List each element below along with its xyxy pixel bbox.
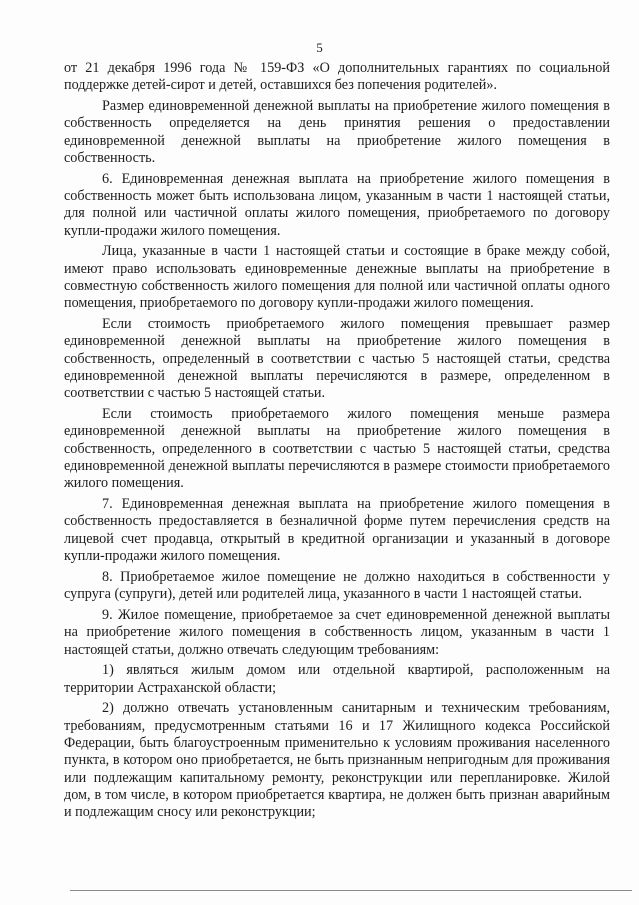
paragraph-requirement-1: 1) являться жилым домом или отдельной квартирой, расположенным на территории Астраханской области; (64, 662, 610, 696)
paragraph-requirement-2: 2) должно отвечать установленным санитарным и техническим требованиям, требованиям, предусмотренным статьями 16 и 17 Жилищного кодекса Российской Федерации, быть благоустроенным применительно к условиям проживания населенного пункта, в котором оно приобретается, не быть признанным непригодным для проживания или подлежащим капитальному ремонту, реконструкции или перепланировке. Жилой дом, в том числе, в котором приобретается квартира, не должен быть признан аварийным и подлежащим сносу или реконструкции; (64, 700, 610, 821)
paragraph-continuation: от 21 декабря 1996 года № 159-ФЗ «О дополнительных гарантиях по социальной поддержке детей-сирот и детей, оставшихся без попечения родителей». (64, 60, 610, 94)
bottom-rule (70, 890, 632, 891)
paragraph-clause-7: 7. Единовременная денежная выплата на приобретение жилого помещения в собственность предоставляется в безналичной форме путем перечисления средств на лицевой счет продавца, открытый в кредитной организации и указанный в договоре купли-продажи жилого помещения. (64, 496, 610, 565)
document-body (64, 60, 610, 825)
paragraph-married-persons: Лица, указанные в части 1 настоящей статьи и состоящие в браке между собой, имеют право использовать единовременные денежные выплаты на приобретение в совместную собственность жилого помещения для полной или частичной оплаты одного помещения, приобретаемого по договору купли-продажи жилого помещения. (64, 243, 610, 312)
page-number: 5 (316, 40, 323, 55)
paragraph-clause-6: 6. Единовременная денежная выплата на приобретение жилого помещения в собственность может быть использована лицом, указанным в части 1 настоящей статьи, для полной или частичной оплаты жилого помещения, приобретаемого по договору купли-продажи жилого помещения. (64, 170, 610, 239)
paragraph-clause-8: 8. Приобретаемое жилое помещение не должно находиться в собственности у супруга (супруги), детей или родителей лица, указанного в части 1 настоящей статьи. (64, 568, 610, 603)
paragraph-cost-exceeds: Если стоимость приобретаемого жилого помещения превышает размер единовременной денежной выплаты на приобретение жилого помещения в собственность, определенный в соответствии с частью 5 настоящей статьи, средства единовременной денежной выплаты перечисляются в размере, определенном в соответствии с частью 5 настоящей статьи. (64, 316, 610, 402)
paragraph-cost-less: Если стоимость приобретаемого жилого помещения меньше размера единовременной денежной выплаты на приобретение жилого помещения в собственность, определенного в соответствии с частью 5 настоящей статьи, средства единовременной денежной выплаты перечисляются в размере стоимости приобретаемого жилого помещения. (64, 406, 610, 492)
paragraph-clause-9: 9. Жилое помещение, приобретаемое за счет единовременной денежной выплаты на приобретение жилого помещения в собственность лицом, указанным в части 1 настоящей статьи, должно отвечать следующим требованиям: (64, 606, 610, 658)
paragraph-payment-amount: Размер единовременной денежной выплаты на приобретение жилого помещения в собственность определяется на день принятия решения о предоставлении единовременной денежной выплаты на приобретение жилого помещения в собственность. (64, 98, 610, 166)
